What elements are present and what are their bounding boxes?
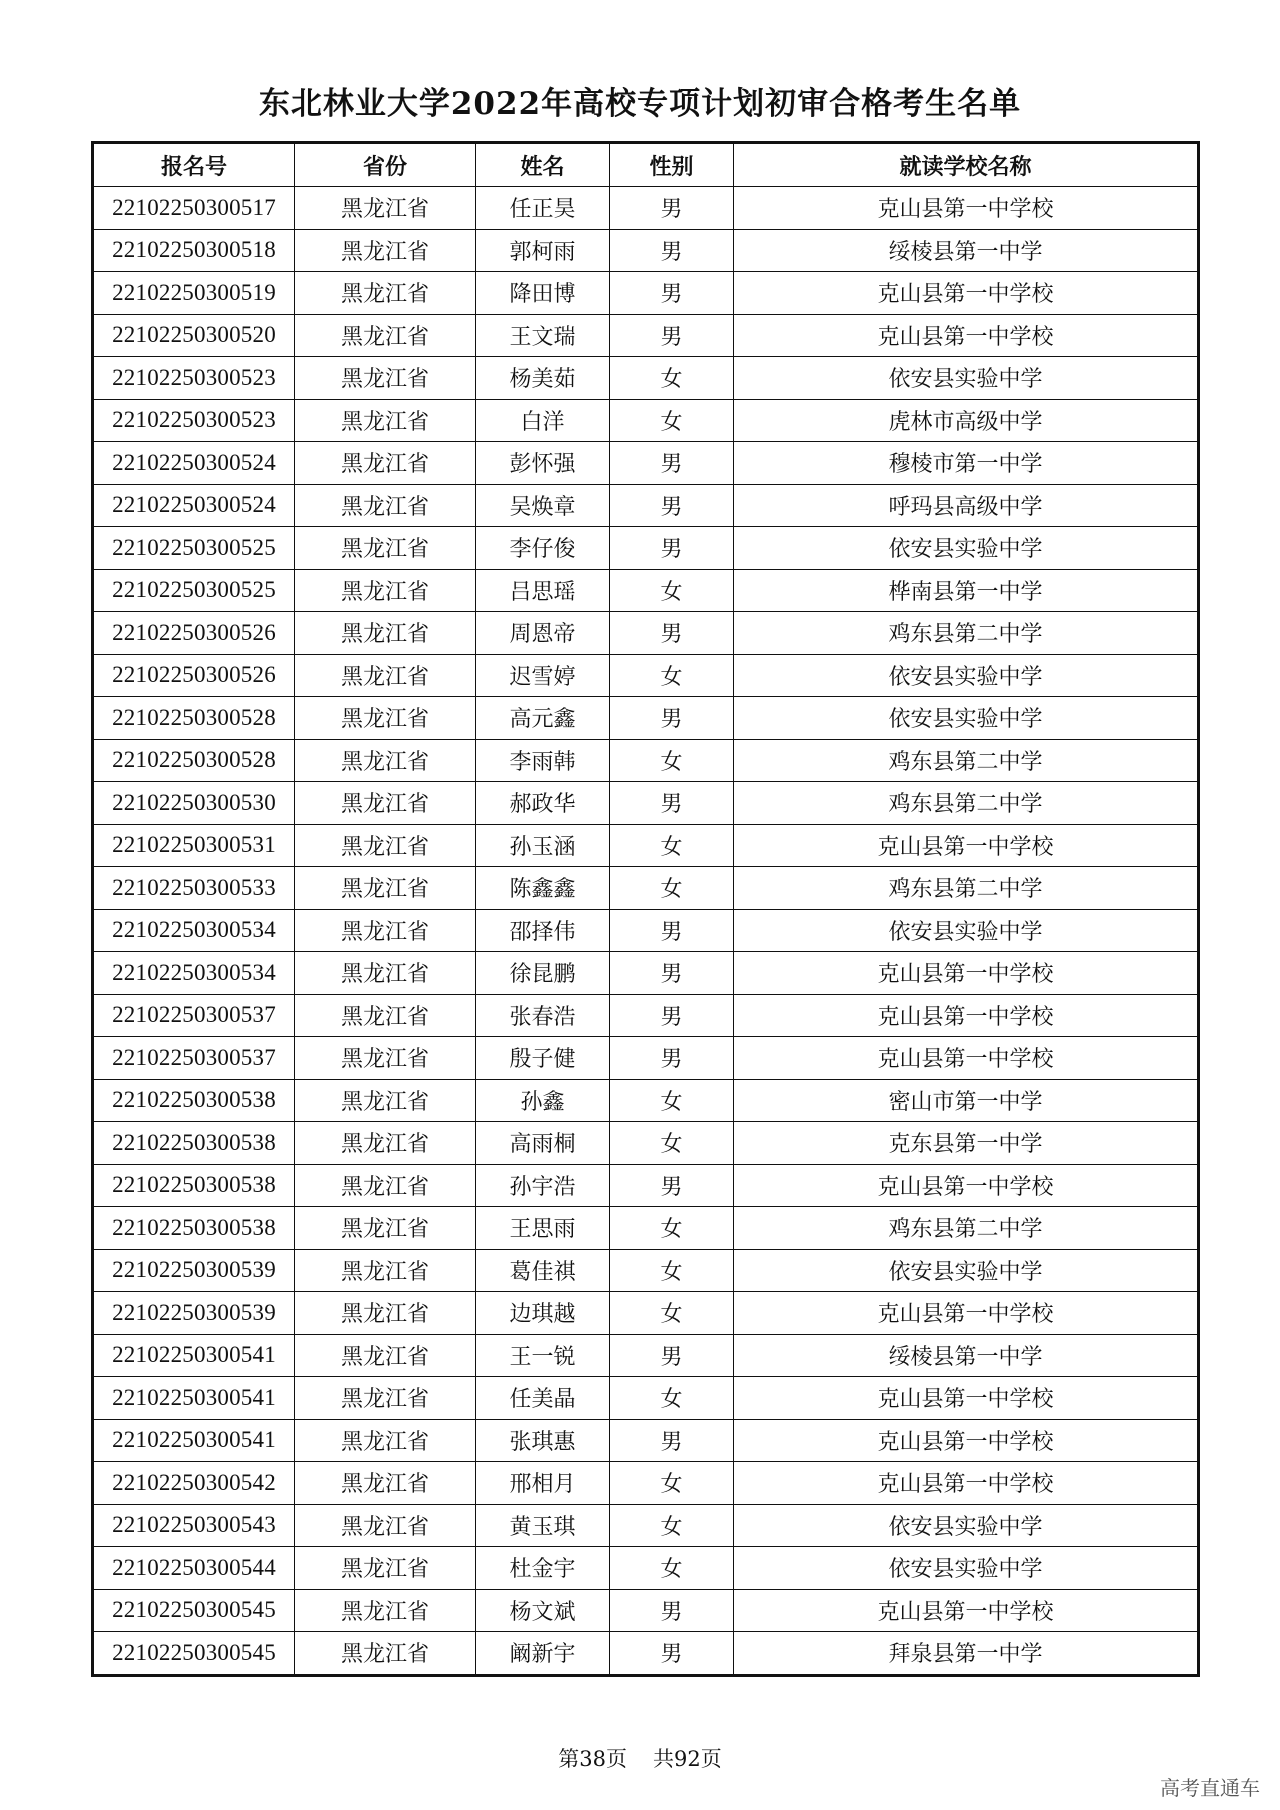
name-cell: 孙玉涵 — [476, 824, 610, 867]
gender-cell: 男 — [610, 1334, 734, 1377]
school-cell: 鸡东县第二中学 — [734, 1207, 1199, 1250]
registration-number-cell: 22102250300524 — [93, 442, 295, 485]
school-cell: 克山县第一中学校 — [734, 952, 1199, 995]
gender-cell: 女 — [610, 1207, 734, 1250]
name-cell: 任美晶 — [476, 1377, 610, 1420]
school-cell: 依安县实验中学 — [734, 909, 1199, 952]
name-cell: 张琪惠 — [476, 1419, 610, 1462]
registration-number-cell: 22102250300520 — [93, 314, 295, 357]
province-cell: 黑龙江省 — [295, 782, 476, 825]
registration-number-cell: 22102250300533 — [93, 867, 295, 910]
province-cell: 黑龙江省 — [295, 1504, 476, 1547]
table-row — [93, 1547, 1199, 1590]
registration-number-cell: 22102250300517 — [93, 187, 295, 230]
gender-cell: 女 — [610, 399, 734, 442]
gender-cell: 男 — [610, 484, 734, 527]
province-cell: 黑龙江省 — [295, 569, 476, 612]
table-row — [93, 399, 1199, 442]
name-cell: 降田博 — [476, 272, 610, 315]
table-row — [93, 187, 1199, 230]
gender-cell: 女 — [610, 1249, 734, 1292]
registration-number-cell: 22102250300538 — [93, 1122, 295, 1165]
name-cell: 边琪越 — [476, 1292, 610, 1335]
registration-number-cell: 22102250300525 — [93, 569, 295, 612]
document-title: 东北林业大学2022年高校专项计划初审合格考生名单 — [258, 86, 1022, 122]
registration-number-cell: 22102250300543 — [93, 1504, 295, 1547]
name-cell: 彭怀强 — [476, 442, 610, 485]
school-cell: 克山县第一中学校 — [734, 1589, 1199, 1632]
name-cell: 王文瑞 — [476, 314, 610, 357]
province-cell: 黑龙江省 — [295, 187, 476, 230]
province-cell: 黑龙江省 — [295, 1547, 476, 1590]
province-cell: 黑龙江省 — [295, 654, 476, 697]
gender-cell: 女 — [610, 1122, 734, 1165]
name-cell: 迟雪婷 — [476, 654, 610, 697]
gender-cell: 男 — [610, 229, 734, 272]
name-cell: 孙鑫 — [476, 1079, 610, 1122]
province-cell: 黑龙江省 — [295, 442, 476, 485]
table-row — [93, 229, 1199, 272]
registration-number-cell: 22102250300524 — [93, 484, 295, 527]
table-row — [93, 1207, 1199, 1250]
name-cell: 陈鑫鑫 — [476, 867, 610, 910]
name-cell: 吴焕章 — [476, 484, 610, 527]
province-cell: 黑龙江省 — [295, 272, 476, 315]
name-cell: 李仔俊 — [476, 527, 610, 570]
name-cell: 高雨桐 — [476, 1122, 610, 1165]
name-cell: 邵择伟 — [476, 909, 610, 952]
province-cell: 黑龙江省 — [295, 1419, 476, 1462]
gender-cell: 女 — [610, 1462, 734, 1505]
province-cell: 黑龙江省 — [295, 357, 476, 400]
province-cell: 黑龙江省 — [295, 952, 476, 995]
gender-cell: 女 — [610, 569, 734, 612]
gender-cell: 女 — [610, 739, 734, 782]
table-row — [93, 1377, 1199, 1420]
name-cell: 周恩帝 — [476, 612, 610, 655]
province-cell: 黑龙江省 — [295, 1207, 476, 1250]
registration-number-cell: 22102250300541 — [93, 1419, 295, 1462]
registration-number-cell: 22102250300523 — [93, 357, 295, 400]
column-header-gender: 性别 — [610, 143, 734, 187]
gender-cell: 男 — [610, 782, 734, 825]
gender-cell: 男 — [610, 612, 734, 655]
gender-cell: 男 — [610, 442, 734, 485]
gender-cell: 男 — [610, 314, 734, 357]
name-cell: 殷子健 — [476, 1037, 610, 1080]
page-number: 第38页 — [558, 1747, 627, 1771]
name-cell: 徐昆鹏 — [476, 952, 610, 995]
name-cell: 杨文斌 — [476, 1589, 610, 1632]
table-row — [93, 272, 1199, 315]
school-cell: 穆棱市第一中学 — [734, 442, 1199, 485]
school-cell: 克山县第一中学校 — [734, 1377, 1199, 1420]
column-header-name: 姓名 — [476, 143, 610, 187]
province-cell: 黑龙江省 — [295, 314, 476, 357]
name-cell: 李雨韩 — [476, 739, 610, 782]
gender-cell: 男 — [610, 994, 734, 1037]
table-header-row — [93, 143, 1199, 187]
table-row — [93, 782, 1199, 825]
registration-number-cell: 22102250300528 — [93, 697, 295, 740]
gender-cell: 男 — [610, 1037, 734, 1080]
registration-number-cell: 22102250300537 — [93, 994, 295, 1037]
registration-number-cell: 22102250300530 — [93, 782, 295, 825]
registration-number-cell: 22102250300538 — [93, 1207, 295, 1250]
registration-number-cell: 22102250300526 — [93, 612, 295, 655]
school-cell: 虎林市高级中学 — [734, 399, 1199, 442]
school-cell: 依安县实验中学 — [734, 527, 1199, 570]
table-row — [93, 1419, 1199, 1462]
registration-number-cell: 22102250300539 — [93, 1249, 295, 1292]
school-cell: 拜泉县第一中学 — [734, 1632, 1199, 1676]
school-cell: 鸡东县第二中学 — [734, 782, 1199, 825]
province-cell: 黑龙江省 — [295, 697, 476, 740]
registration-number-cell: 22102250300526 — [93, 654, 295, 697]
table-row — [93, 909, 1199, 952]
province-cell: 黑龙江省 — [295, 229, 476, 272]
table-row — [93, 824, 1199, 867]
gender-cell: 男 — [610, 1419, 734, 1462]
school-cell: 依安县实验中学 — [734, 697, 1199, 740]
table-row — [93, 867, 1199, 910]
province-cell: 黑龙江省 — [295, 1632, 476, 1676]
registration-number-cell: 22102250300542 — [93, 1462, 295, 1505]
name-cell: 杜金宇 — [476, 1547, 610, 1590]
gender-cell: 男 — [610, 272, 734, 315]
table-row — [93, 1037, 1199, 1080]
name-cell: 孙宇浩 — [476, 1164, 610, 1207]
page-footer — [0, 1743, 1280, 1773]
province-cell: 黑龙江省 — [295, 399, 476, 442]
registration-number-cell: 22102250300534 — [93, 909, 295, 952]
column-header-province: 省份 — [295, 143, 476, 187]
province-cell: 黑龙江省 — [295, 824, 476, 867]
name-cell: 葛佳祺 — [476, 1249, 610, 1292]
table-row — [93, 697, 1199, 740]
gender-cell: 女 — [610, 1079, 734, 1122]
gender-cell: 女 — [610, 1547, 734, 1590]
table-row — [93, 612, 1199, 655]
column-header-registration-number: 报名号 — [93, 143, 295, 187]
registration-number-cell: 22102250300534 — [93, 952, 295, 995]
school-cell: 克山县第一中学校 — [734, 1462, 1199, 1505]
registration-number-cell: 22102250300538 — [93, 1164, 295, 1207]
table-row — [93, 357, 1199, 400]
name-cell: 黄玉琪 — [476, 1504, 610, 1547]
province-cell: 黑龙江省 — [295, 867, 476, 910]
gender-cell: 女 — [610, 1292, 734, 1335]
province-cell: 黑龙江省 — [295, 739, 476, 782]
province-cell: 黑龙江省 — [295, 1589, 476, 1632]
gender-cell: 男 — [610, 952, 734, 995]
registration-number-cell: 22102250300537 — [93, 1037, 295, 1080]
province-cell: 黑龙江省 — [295, 527, 476, 570]
school-cell: 鸡东县第二中学 — [734, 867, 1199, 910]
table-row — [93, 1292, 1199, 1335]
table-row — [93, 527, 1199, 570]
name-cell: 阚新宇 — [476, 1632, 610, 1676]
province-cell: 黑龙江省 — [295, 1037, 476, 1080]
registration-number-cell: 22102250300518 — [93, 229, 295, 272]
school-cell: 绥棱县第一中学 — [734, 1334, 1199, 1377]
table-row — [93, 1122, 1199, 1165]
province-cell: 黑龙江省 — [295, 1249, 476, 1292]
gender-cell: 女 — [610, 824, 734, 867]
province-cell: 黑龙江省 — [295, 1079, 476, 1122]
school-cell: 鸡东县第二中学 — [734, 739, 1199, 782]
table-row — [93, 442, 1199, 485]
name-cell: 郭柯雨 — [476, 229, 610, 272]
registration-number-cell: 22102250300519 — [93, 272, 295, 315]
province-cell: 黑龙江省 — [295, 1462, 476, 1505]
gender-cell: 男 — [610, 1632, 734, 1676]
table-row — [93, 569, 1199, 612]
gender-cell: 男 — [610, 909, 734, 952]
gender-cell: 女 — [610, 357, 734, 400]
registration-number-cell: 22102250300541 — [93, 1377, 295, 1420]
province-cell: 黑龙江省 — [295, 1122, 476, 1165]
table-row — [93, 1079, 1199, 1122]
gender-cell: 女 — [610, 1377, 734, 1420]
school-cell: 依安县实验中学 — [734, 1504, 1199, 1547]
page-total: 共92页 — [653, 1747, 722, 1771]
name-cell: 白洋 — [476, 399, 610, 442]
province-cell: 黑龙江省 — [295, 909, 476, 952]
province-cell: 黑龙江省 — [295, 1292, 476, 1335]
table-row — [93, 1249, 1199, 1292]
table-row — [93, 1164, 1199, 1207]
school-cell: 绥棱县第一中学 — [734, 229, 1199, 272]
registration-number-cell: 22102250300539 — [93, 1292, 295, 1335]
school-cell: 克山县第一中学校 — [734, 314, 1199, 357]
school-cell: 克山县第一中学校 — [734, 187, 1199, 230]
province-cell: 黑龙江省 — [295, 484, 476, 527]
school-cell: 鸡东县第二中学 — [734, 612, 1199, 655]
table-row — [93, 952, 1199, 995]
school-cell: 克山县第一中学校 — [734, 994, 1199, 1037]
name-cell: 高元鑫 — [476, 697, 610, 740]
name-cell: 任正昊 — [476, 187, 610, 230]
school-cell: 呼玛县高级中学 — [734, 484, 1199, 527]
name-cell: 邢相月 — [476, 1462, 610, 1505]
table-row — [93, 1632, 1199, 1676]
province-cell: 黑龙江省 — [295, 612, 476, 655]
registration-number-cell: 22102250300531 — [93, 824, 295, 867]
registration-number-cell: 22102250300541 — [93, 1334, 295, 1377]
name-cell: 张春浩 — [476, 994, 610, 1037]
table-row — [93, 1462, 1199, 1505]
school-cell: 依安县实验中学 — [734, 357, 1199, 400]
school-cell: 桦南县第一中学 — [734, 569, 1199, 612]
school-cell: 克山县第一中学校 — [734, 1419, 1199, 1462]
registration-number-cell: 22102250300545 — [93, 1632, 295, 1676]
column-header-school: 就读学校名称 — [734, 143, 1199, 187]
name-cell: 王一锐 — [476, 1334, 610, 1377]
school-cell: 克山县第一中学校 — [734, 272, 1199, 315]
registration-number-cell: 22102250300538 — [93, 1079, 295, 1122]
gender-cell: 男 — [610, 1164, 734, 1207]
school-cell: 依安县实验中学 — [734, 1249, 1199, 1292]
registration-number-cell: 22102250300544 — [93, 1547, 295, 1590]
registration-number-cell: 22102250300525 — [93, 527, 295, 570]
name-cell: 杨美茹 — [476, 357, 610, 400]
registration-number-cell: 22102250300523 — [93, 399, 295, 442]
gender-cell: 女 — [610, 1504, 734, 1547]
table-row — [93, 654, 1199, 697]
gender-cell: 女 — [610, 654, 734, 697]
school-cell: 依安县实验中学 — [734, 1547, 1199, 1590]
gender-cell: 女 — [610, 867, 734, 910]
gender-cell: 男 — [610, 697, 734, 740]
province-cell: 黑龙江省 — [295, 994, 476, 1037]
table-row — [93, 314, 1199, 357]
school-cell: 密山市第一中学 — [734, 1079, 1199, 1122]
name-cell: 郝政华 — [476, 782, 610, 825]
table-row — [93, 484, 1199, 527]
province-cell: 黑龙江省 — [295, 1377, 476, 1420]
candidate-table — [91, 141, 1200, 1677]
province-cell: 黑龙江省 — [295, 1164, 476, 1207]
table-body — [93, 187, 1199, 1676]
school-cell: 克东县第一中学 — [734, 1122, 1199, 1165]
school-cell: 克山县第一中学校 — [734, 824, 1199, 867]
table-row — [93, 994, 1199, 1037]
school-cell: 依安县实验中学 — [734, 654, 1199, 697]
registration-number-cell: 22102250300545 — [93, 1589, 295, 1632]
watermark-text: 高考直通车 — [1160, 1776, 1260, 1800]
registration-number-cell: 22102250300528 — [93, 739, 295, 782]
gender-cell: 男 — [610, 187, 734, 230]
school-cell: 克山县第一中学校 — [734, 1037, 1199, 1080]
name-cell: 吕思瑶 — [476, 569, 610, 612]
name-cell: 王思雨 — [476, 1207, 610, 1250]
table-row — [93, 1504, 1199, 1547]
gender-cell: 男 — [610, 527, 734, 570]
table-row — [93, 1334, 1199, 1377]
gender-cell: 男 — [610, 1589, 734, 1632]
school-cell: 克山县第一中学校 — [734, 1164, 1199, 1207]
table-row — [93, 1589, 1199, 1632]
table-row — [93, 739, 1199, 782]
school-cell: 克山县第一中学校 — [734, 1292, 1199, 1335]
province-cell: 黑龙江省 — [295, 1334, 476, 1377]
